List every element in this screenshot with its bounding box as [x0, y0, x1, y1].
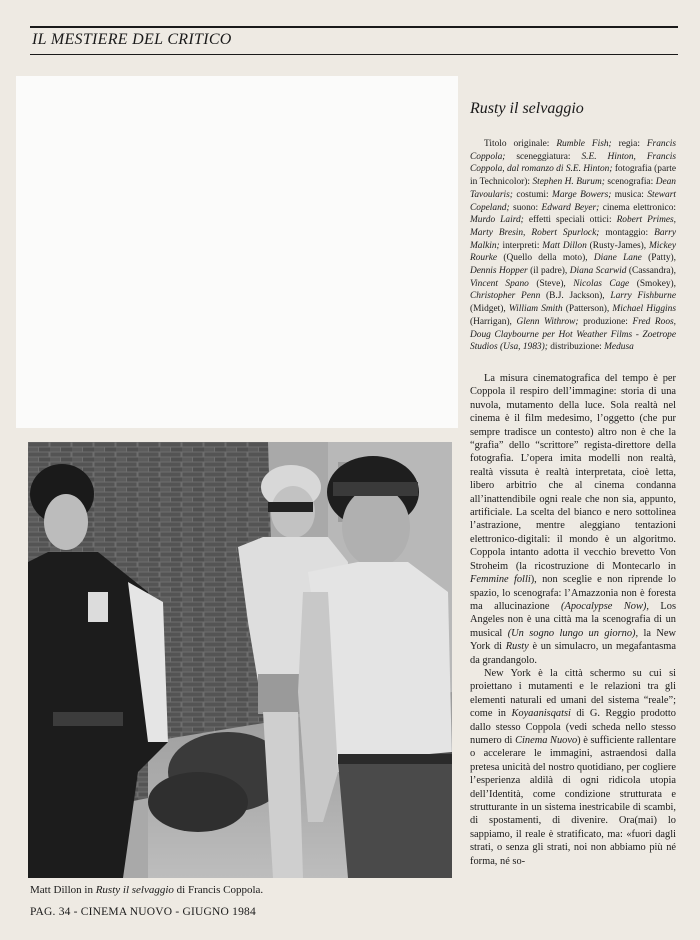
text-run: (Patterson), [562, 304, 613, 315]
text-run: Matt Dillon in [30, 884, 96, 896]
section-title: IL MESTIERE DEL CRITICO [32, 31, 232, 48]
article-title: Rusty il selvaggio [470, 100, 584, 117]
italic-text-run: Christopher Penn [470, 291, 541, 302]
italic-text-run: Francis Coppola; [470, 139, 676, 162]
text-run: (Smokey), [629, 278, 677, 289]
text-run: fotografia (parte in Technicolor): [470, 164, 676, 188]
text-run: regia: [611, 139, 647, 149]
text-run: interpreti: [499, 240, 543, 251]
film-still-photo [28, 442, 452, 878]
text-run: (il padre), [527, 266, 570, 277]
italic-text-run: Nicolas Cage [573, 278, 630, 289]
italic-text-run: Dennis Hopper [470, 266, 528, 277]
italic-text-run: S.E. Hinton, Francis Coppola, dal romanzo di S.E. Hinton; [470, 151, 676, 175]
article-body [470, 372, 676, 868]
text-run: (B.J. Jackson), [540, 291, 611, 302]
text-run: cinema elettronico: [599, 202, 676, 213]
text-run: è un simulacro, un megafantasma da grandangolo. [470, 641, 677, 666]
italic-text-run: Michael Higgins [612, 304, 676, 315]
text-run: costumi: [512, 189, 553, 200]
text-run: La misura cinematografica del tempo è per Coppola il respiro dell’immagine: storia di una nuvola, mutamento della luce. Sola realtà nel cinema è il film medesimo, l’oggetto (che pur sempre tradisce un contesto) altro non è che la “grafia” dello “scrittore” regista-direttore della fotografia. L’opera imita modelli non realtà, realtà vissuta è realtà interpretata, cioè letta, libero arbitrio che al cinema condanna all’inattendibile ogni reale che non sia, appunto, artificiale. La scelta del bianco e nero sottolinea l’astrazione, mentre aleggiano tentazioni elettronico-digitali: il mondo è un algoritmo. Coppola intanto adotta il vecchio brevetto Von Stroheim (la ricostruzione di Montecarlo in [470, 373, 676, 572]
italic-text-run: Marge Bowers; [552, 189, 612, 200]
italic-text-run: (Un sogno lungo un giorno), [507, 627, 639, 639]
italic-text-run: Koyaanisqatsi [511, 708, 571, 720]
italic-text-run: Stewart Copeland; [470, 189, 676, 213]
film-credits [470, 138, 676, 354]
italic-text-run: Femmine folli [470, 574, 531, 586]
text-run: distribuzione: [547, 342, 605, 353]
text-run: (Rusty-James), [586, 240, 649, 251]
photo-caption [30, 884, 450, 897]
text-run: (Cassandra), [626, 266, 677, 277]
italic-text-run: Glenn Withrow; [516, 316, 579, 327]
article-paragraph [470, 372, 676, 667]
italic-text-run: Diana Scarwid [569, 266, 627, 277]
italic-text-run: Cinema Nuovo [515, 734, 578, 746]
text-run: ), non sceglie e non riprende lo spazio, lo scenografa: l’Amazzonia non è foresta ma allucinazione [470, 574, 676, 612]
italic-text-run: Rusty [505, 641, 529, 653]
italic-text-run: Diane Lane [593, 253, 642, 264]
text-run: (Harrigan), [470, 316, 517, 327]
italic-text-run: William Smith [508, 304, 563, 315]
text-run: (Patty), [641, 253, 676, 264]
text-run: la New York di [470, 627, 676, 653]
text-run: Titolo originale: [484, 139, 557, 149]
italic-text-run: Mickey Rourke [470, 240, 676, 264]
text-run: ) è sufficiente rallentare o accelerare le immagini, astraendosi dalla pretesa unicità del nostro quotidiano, per cogliere l’esperienza aldilà di ogni ridicola utopia dell’Identità, come condizione strutturata e strutturante in un sistema inestricabile di scambi, di spostamenti, di divenire. Ora(mai) lo sappiamo, il reale è stratificato, ma: «fuori dagli strati, o senza gli strati, noi non abbiamo più né forma, né so- [470, 734, 676, 867]
italic-text-run: Vincent Spano [470, 278, 529, 289]
italic-text-run: Stephen H. Burum; [532, 177, 605, 188]
text-run: (Quello della moto), [497, 253, 594, 264]
text-run: montaggio: [599, 227, 655, 238]
text-run: (Steve), [528, 278, 574, 289]
text-run: di Francis Coppola. [173, 884, 264, 896]
italic-text-run: Matt Dillon [542, 240, 587, 251]
italic-text-run: Robert Primes, Marty Bresin, Robert Spurlock; [470, 215, 677, 238]
italic-text-run: Dean Tavoularis; [470, 177, 676, 200]
section-header [30, 26, 678, 55]
text-run: suono: [509, 202, 542, 213]
text-run: musica: [611, 189, 648, 200]
italic-text-run: Rumble Fish; [556, 139, 612, 149]
text-run: produzione: [578, 316, 633, 327]
italic-text-run: (Apocalypse Now), [561, 600, 649, 612]
text-run: scenografia: [604, 177, 656, 188]
text-run: (Midget), [470, 304, 509, 315]
italic-text-run: Medusa [604, 342, 634, 353]
italic-text-run: Barry Malkin; [470, 227, 676, 251]
text-run: effetti speciali ottici: [523, 215, 617, 226]
article-paragraph [470, 667, 676, 868]
italic-text-run: Murdo Laird; [470, 215, 524, 226]
italic-text-run: Rusty il selvaggio [95, 884, 174, 896]
italic-text-run: Larry Fishburne [610, 291, 676, 302]
italic-text-run: Edward Beyer; [541, 202, 600, 213]
text-run: New York è la città schermo su cui si proiettano i mutamenti e le relazioni tra gli elementi naturali ed umani del sistema “reale”; come in [470, 667, 676, 720]
text-run: di G. Reggio prodotto dallo stesso Coppola (vedi scheda nello stesso numero di [470, 708, 676, 746]
text-run: Los Angeles non è una città ma la scenografia di un musical [470, 600, 677, 639]
page-footer: PAG. 34 - CINEMA NUOVO - GIUGNO 1984 [30, 906, 256, 918]
text-run: sceneggiatura: [505, 151, 582, 162]
blank-image-area [16, 76, 458, 428]
italic-text-run: Fred Roos, Doug Claybourne per Hot Weather Films - Zoetrope Studios (Usa, 1983); [470, 316, 677, 353]
